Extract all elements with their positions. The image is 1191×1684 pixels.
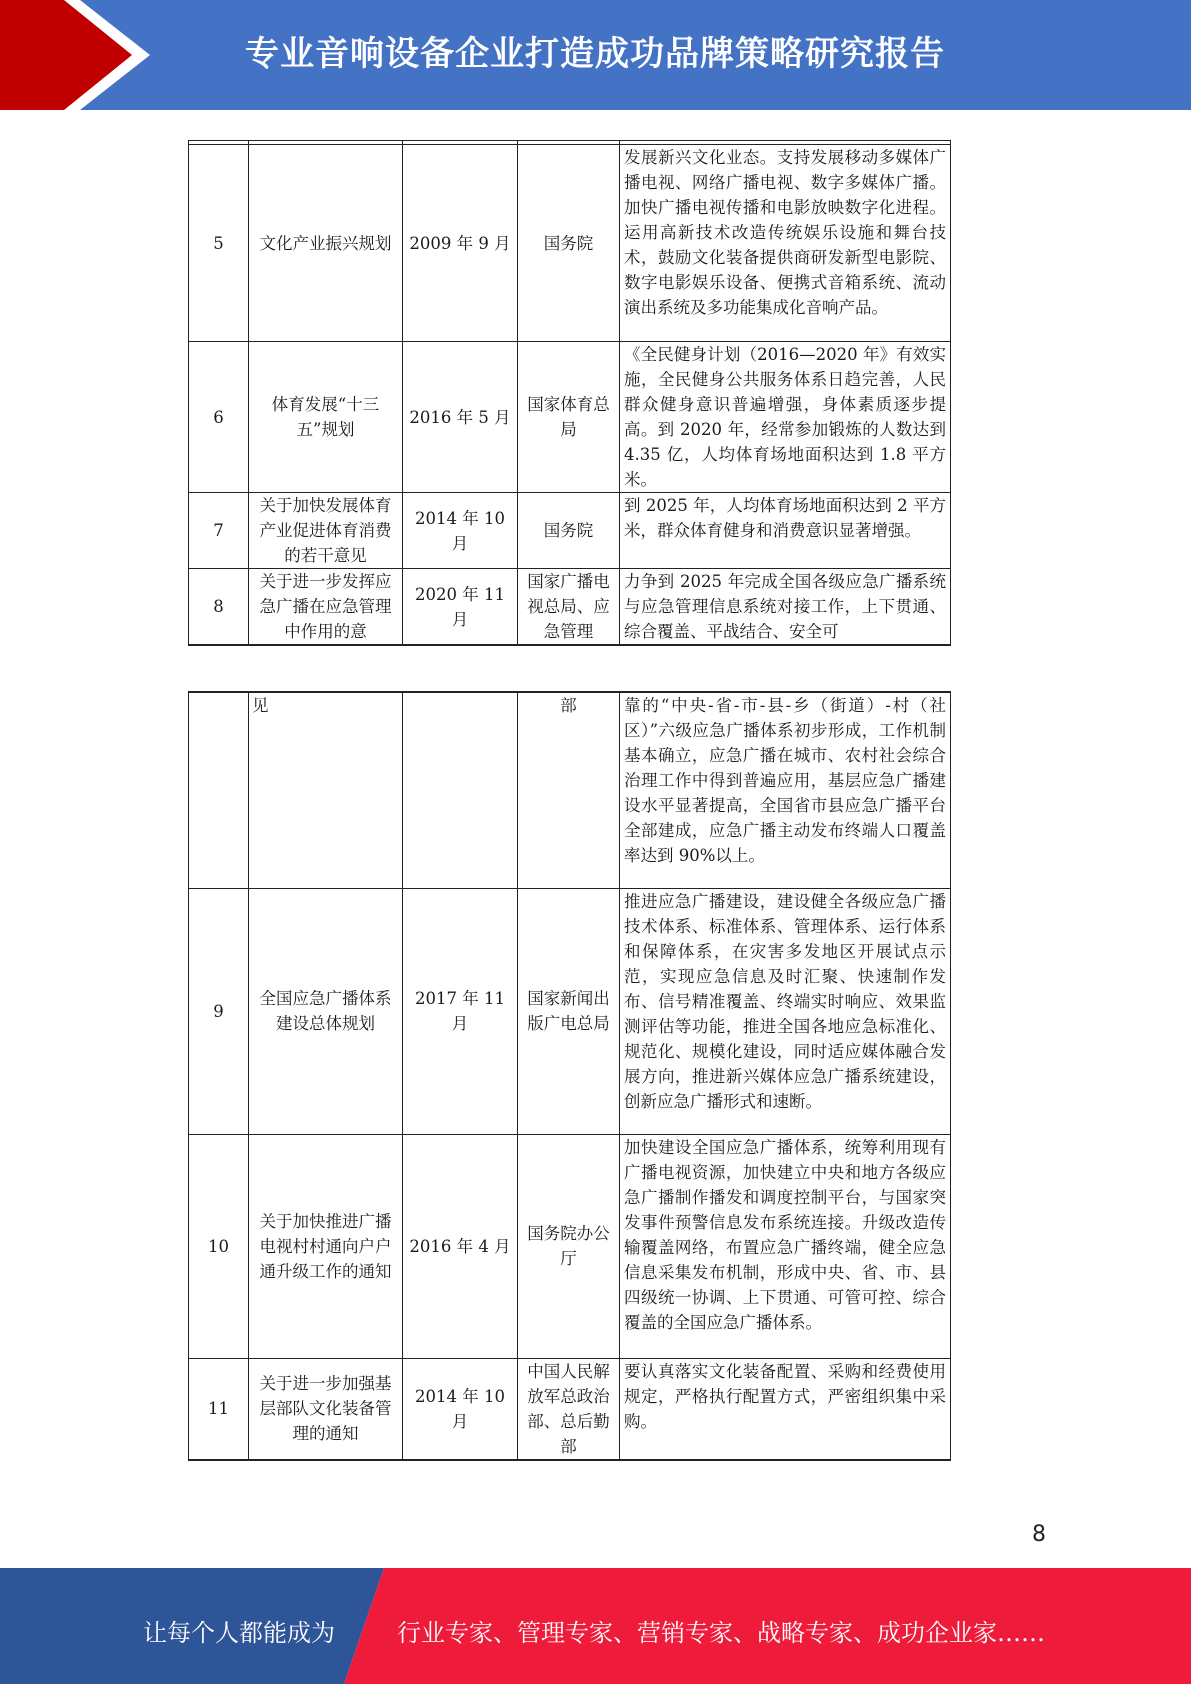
policy-issuer: 中国人民解放军总政治部、总后勤部 — [518, 1358, 620, 1460]
row-number: 10 — [189, 1134, 249, 1358]
row-number: 6 — [189, 342, 249, 493]
policy-issuer: 国家体育总局 — [518, 342, 620, 493]
policy-date: 2014 年 10 月 — [403, 493, 518, 569]
policy-issuer: 国家新闻出版广电总局 — [518, 888, 620, 1134]
table-row — [189, 1134, 951, 1358]
report-title: 专业音响设备企业打造成功品牌策略研究报告 — [245, 34, 945, 74]
policy-name: 关于加快发展体育产业促进体育消费的若干意见 — [249, 493, 403, 569]
policy-issuer: 国务院办公厅 — [518, 1134, 620, 1358]
policy-issuer: 国家广播电视总局、应急管理 — [518, 569, 620, 646]
policy-date: 2020 年 11 月 — [403, 569, 518, 646]
policy-date: 2016 年 5 月 — [403, 342, 518, 493]
policy-name: 文化产业振兴规划 — [249, 145, 403, 342]
row-number — [189, 692, 249, 888]
policy-name: 关于进一步加强基层部队文化装备管理的通知 — [249, 1358, 403, 1460]
policy-issuer: 部 — [518, 692, 620, 888]
row-number: 11 — [189, 1358, 249, 1460]
policy-issuer: 国务院 — [518, 145, 620, 342]
policy-table-part-2 — [188, 691, 951, 1461]
table-row — [189, 692, 951, 888]
table-row — [189, 569, 951, 646]
footer-slogan-left: 让每个人都能成为 — [143, 1619, 335, 1647]
table-row — [189, 888, 951, 1134]
page-footer — [0, 1568, 1191, 1684]
policy-content: 《全民健身计划（2016—2020 年》有效实施，全民健身公共服务体系日趋完善，人民群众健身意识普遍增强，身体素质逐步提高。到 2020 年，经常参加锻炼的人数达到 4.35 亿，人均体育场地面积达到 1.8 平方米。 — [620, 342, 951, 493]
policy-content: 靠的“中央-省-市-县-乡（街道）-村（社区）”六级应急广播体系初步形成，工作机制基本确立，应急广播在城市、农村社会综合治理工作中得到普遍应用，基层应急广播建设水平显著提高，全国省市县应急广播平台全部建成，应急广播主动发布终端人口覆盖率达到 90%以上。 — [620, 692, 951, 888]
row-number: 8 — [189, 569, 249, 646]
row-number: 7 — [189, 493, 249, 569]
policy-content: 要认真落实文化装备配置、采购和经费使用规定，严格执行配置方式，严密组织集中采购。 — [620, 1358, 951, 1460]
policy-content: 发展新兴文化业态。支持发展移动多媒体广播电视、网络广播电视、数字多媒体广播。加快广播电视传播和电影放映数字化进程。运用高新技术改造传统娱乐设施和舞台技术，鼓励文化装备提供商研发新型电影院、数字电影娱乐设备、便携式音箱系统、流动演出系统及多功能集成化音响产品。 — [620, 145, 951, 342]
policy-content: 力争到 2025 年完成全国各级应急广播系统与应急管理信息系统对接工作，上下贯通、综合覆盖、平战结合、安全可 — [620, 569, 951, 646]
row-number: 9 — [189, 888, 249, 1134]
footer-slogan-right: 行业专家、管理专家、营销专家、战略专家、成功企业家…… — [397, 1619, 1045, 1647]
table-row — [189, 342, 951, 493]
policy-name: 体育发展“十三五”规划 — [249, 342, 403, 493]
table-row — [189, 1358, 951, 1460]
policy-date: 2009 年 9 月 — [403, 145, 518, 342]
policy-name: 关于加快推进广播电视村村通向户户通升级工作的通知 — [249, 1134, 403, 1358]
table-row — [189, 493, 951, 569]
page-number: 8 — [1032, 1522, 1046, 1547]
policy-name: 全国应急广播体系建设总体规划 — [249, 888, 403, 1134]
policy-content: 到 2025 年，人均体育场地面积达到 2 平方米，群众体育健身和消费意识显著增强。 — [620, 493, 951, 569]
table-row — [189, 145, 951, 342]
policy-issuer: 国务院 — [518, 493, 620, 569]
policy-name: 见 — [249, 692, 403, 888]
policy-date — [403, 692, 518, 888]
policy-date: 2016 年 4 月 — [403, 1134, 518, 1358]
policy-date: 2017 年 11 月 — [403, 888, 518, 1134]
page-header — [0, 0, 1191, 110]
policy-date: 2014 年 10 月 — [403, 1358, 518, 1460]
policy-content: 加快建设全国应急广播体系，统筹利用现有广播电视资源，加快建立中央和地方各级应急广播制作播发和调度控制平台，与国家突发事件预警信息发布系统连接。升级改造传输覆盖网络，布置应急广播终端，健全应急信息采集发布机制，形成中央、省、市、县四级统一协调、上下贯通、可管可控、综合覆盖的全国应急广播体系。 — [620, 1134, 951, 1358]
row-number: 5 — [189, 145, 249, 342]
chevron-icon — [0, 0, 160, 110]
policy-name: 关于进一步发挥应急广播在应急管理中作用的意 — [249, 569, 403, 646]
policy-content: 推进应急广播建设，建设健全各级应急广播技术体系、标准体系、管理体系、运行体系和保障体系，在灾害多发地区开展试点示范，实现应急信息及时汇聚、快速制作发布、信号精准覆盖、终端实时响应、效果监测评估等功能，推进全国各地应急标准化、规范化、规模化建设，同时适应媒体融合发展方向，推进新兴媒体应急广播系统建设，创新应急广播形式和速断。 — [620, 888, 951, 1134]
policy-table-part-1 — [188, 140, 951, 646]
